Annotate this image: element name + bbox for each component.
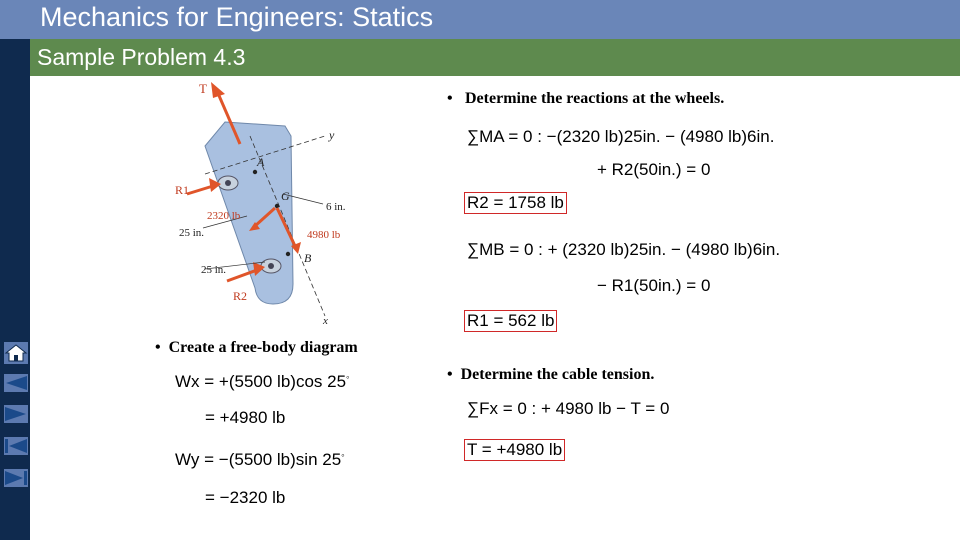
label-y: y: [329, 128, 335, 142]
label-25in-lower: 25 in.: [201, 264, 227, 276]
eq-ma-line2: + R2(50in.) = 0: [597, 160, 711, 179]
label-r2: R2: [233, 289, 248, 303]
bullet-reactions: • Determine the reactions at the wheels.: [447, 90, 725, 107]
eq-mb-line1: ∑MB = 0 : + (2320 lb)25in. − (4980 lb)6in.: [467, 240, 781, 259]
label-b: B: [304, 251, 312, 265]
bullet-tension: • Determine the cable tension.: [447, 366, 655, 383]
sidebar: [0, 0, 30, 540]
wheel-upper: [218, 176, 238, 190]
result-t: T = +4980 lb: [464, 439, 565, 461]
label-r1: R1: [175, 183, 190, 197]
eq-wy-line1: Wy = −(5500 lb)sin 25◦: [175, 450, 345, 469]
first-icon[interactable]: [4, 437, 28, 455]
point-b: [286, 252, 290, 256]
back-icon[interactable]: [4, 374, 28, 392]
eq-ma-line1: ∑MA = 0 : −(2320 lb)25in. − (4980 lb)6in.: [467, 127, 775, 146]
label-g: G: [281, 189, 290, 203]
point-a: [253, 170, 257, 174]
label-a: A: [257, 155, 265, 169]
label-t: T: [199, 81, 207, 96]
label-x: x: [323, 315, 328, 326]
eq-wx-line1: Wx = +(5500 lb)cos 25◦: [175, 372, 350, 391]
free-body-diagram: [165, 76, 365, 326]
r1-arrow: [187, 178, 221, 194]
wheel-lower: [261, 259, 281, 273]
page-title: Mechanics for Engineers: Statics: [40, 2, 434, 32]
label-4980: 4980 lb: [307, 229, 341, 241]
result-r2: R2 = 1758 lb: [464, 192, 567, 214]
home-icon[interactable]: [4, 342, 28, 364]
eq-fx-line: ∑Fx = 0 : + 4980 lb − T = 0: [467, 399, 670, 418]
last-icon[interactable]: [4, 469, 28, 487]
label-2320: 2320 lb: [207, 210, 241, 222]
eq-mb-line2: − R1(50in.) = 0: [597, 276, 711, 295]
label-25in-upper: 25 in.: [179, 227, 205, 239]
point-g: [275, 204, 279, 208]
bullet-fbd: • Create a free-body diagram: [155, 339, 358, 356]
result-r1: R1 = 562 lb: [464, 310, 557, 332]
page-subtitle: Sample Problem 4.3: [37, 44, 246, 70]
eq-wx-line2: = +4980 lb: [205, 408, 286, 427]
label-6in: 6 in.: [326, 201, 346, 213]
forward-icon[interactable]: [4, 405, 28, 423]
eq-wy-line2: = −2320 lb: [205, 488, 286, 507]
